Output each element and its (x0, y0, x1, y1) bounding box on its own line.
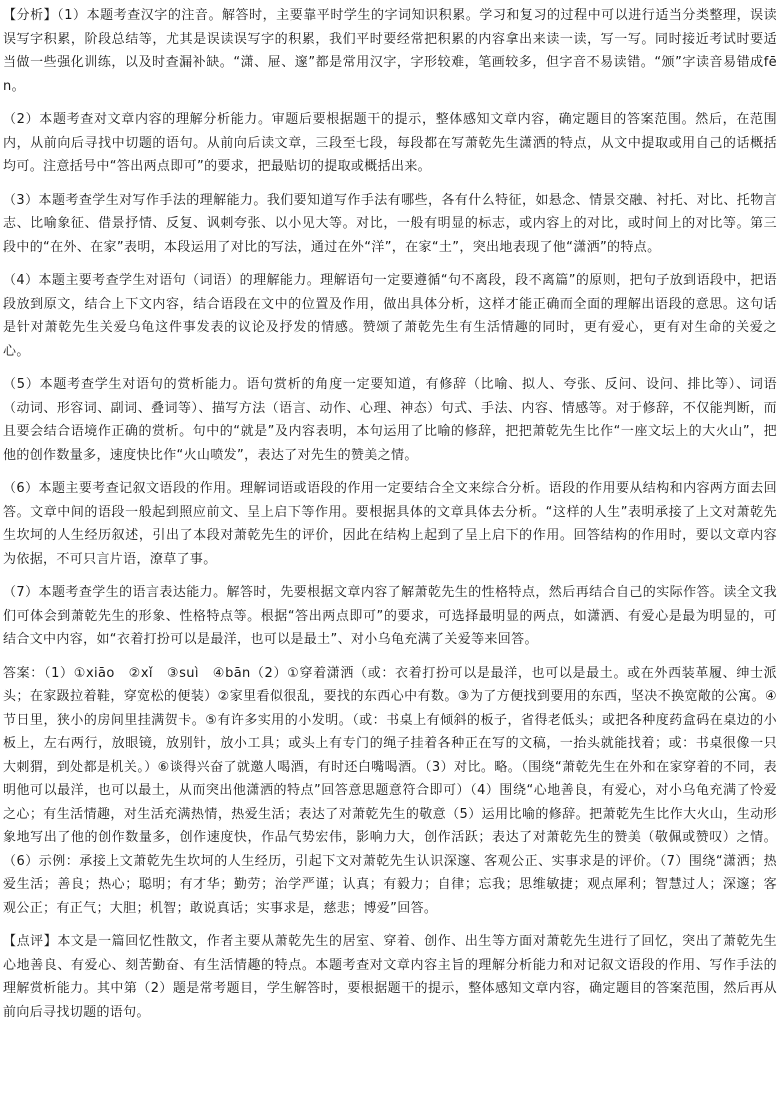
answer-paragraph (3, 662, 777, 921)
analysis-text-1: （1）本题考查汉字的注音。解答时，主要靠平时学生的字词知识积累。学习和复习的过程中可以进行适当分类整理，误读误写字积累，阶段总结等，尤其是误读误写字的积累，我们平时要经常把积累的内容拿出来读一读，写一写。同时接近考试时要适当做一些强化训练，以及时查漏补缺。“潇、屉、邃”都是常用汉字，字形较难，笔画较多，但字音不易读错。“颁”字读音易错成fēn。 (3, 8, 777, 94)
analysis-tag: 【分析】 (3, 8, 58, 23)
analysis-paragraph-1 (3, 4, 777, 98)
analysis-paragraph-4: （4）本题主要考查学生对语句（词语）的理解能力。理解语句一定要遵循“句不离段，段不离篇”的原则，把句子放到语段中，把语段放到原文，结合上下文内容，结合语段在文中的位置及作用，做出具体分析，这样才能正确而全面的理解出语段的意思。这句话是针对萧乾先生关爱乌龟这件事发表的议论及抒发的情感。赞颂了萧乾先生有生活情趣的同时，更有爱心，更有对生命的关爱之心。 (3, 273, 777, 359)
comment-text: 本文是一篇回忆性散文，作者主要从萧乾先生的居室、穿着、创作、出生等方面对萧乾先生进行了回忆，突出了萧乾先生心地善良、有爱心、刻苦勤奋、有生活情趣的特点。本题考查对文章内容主旨的理解分析能力和对记叙文语段的作用、写作手法的理解赏析能力。其中第（2）题是常考题目，学生解答时，要根据题干的提示，整体感知文章内容，确定题目的答案范围，然后再从前向后寻找切题的语句。 (3, 934, 777, 1020)
answer-text: （1）①xiāo ②xǐ ③suì ④bān（2）①穿着潇洒（或：衣着打扮可以是最洋，也可以是最土。或在外西装革履、绅士派头；在家趿拉着鞋，穿宽松的便装）②家里看似很乱，要找的东西心中有数。③为了方便找到要用的东西，坚决不换宽敞的公寓。④节日里，狭小的房间里挂满贺卡。⑤有许多实用的小发明。（或：书桌上有倾斜的板子，省得老低头；或把各种度药盒码在桌边的小板上，左右两行，放眼镜，放别针，放小工具；或头上有专门的绳子挂着各种正在写的文稿，一抬头就能找着；或：书桌很像一只大刺猬，到处都是机关。）⑥谈得兴奋了就邀人喝酒，有时还白嘴喝酒。（3）对比。略。（围绕“萧乾先生在外和在家穿着的不同，表明他可以最洋，也可以最土，从而突出他潇洒的特点”回答意思题意符合即可）（4）围绕“心地善良，有爱心，对小乌龟充满了怜爱之心；有生活情趣，对生活充满热情，热爱生活；表达了对萧乾先生的敬意（5）运用比喻的修辞。把萧乾先生比作大火山，生动形象地写出了他的创作数量多，创作速度快，作品气势宏伟，影响力大，创作活跃；表达了对萧乾先生的赞美（敬佩或赞叹）之情。（6）示例：承接上文萧乾先生坎坷的人生经历，引起下文对萧乾先生认识深邃、客观公正、实事求是的评价。（7）围绕“潇洒；热爱生活；善良；热心；聪明；有才华；勤劳；治学严谨；认真；有毅力；自律；忘我；思维敏捷；观点犀利；智慧过人；深邃；客观公正；有正气；大胆；机智；敢说真话；实事求是，慈悲；博爱”回答。 (3, 665, 777, 916)
analysis-paragraph-7: （7）本题考查学生的语言表达能力。解答时，先要根据文章内容了解萧乾先生的性格特点，然后再结合自己的实际作答。读全文我们可体会到萧乾先生的形象、性格特点等。根据“答出两点即可”的要求，可选择最明显的两点，如潇洒、有爱心是最为明显的，可结合文中内容，如“衣着打扮可以是最洋，也可以是最土”、对小乌龟充满了关爱等来回答。 (3, 585, 777, 647)
analysis-paragraph-2: （2）本题考查对文章内容的理解分析能力。审题后要根据题干的提示，整体感知文章内容，确定题目的答案范围。然后，在范围内，从前向后寻找中切题的语句。从前向后读文章，三段至七段，每段都在写萧乾先生潇洒的特点，从文中提取或用自己的话概括均可。注意括号中“答出两点即可”的要求，把最贴切的提取或概括出来。 (3, 112, 777, 174)
comment-tag: 【点评】 (3, 934, 58, 949)
analysis-paragraph-5: （5）本题考查学生对语句的赏析能力。语句赏析的角度一定要知道，有修辞（比喻、拟人、夸张、反问、设问、排比等）、词语（动词、形容词、副词、叠词等）、描写方法（语言、动作、心理、神态）句式、手法、内容、情感等。对于修辞，不仅能判断，而且要会结合语境作正确的赏析。句中的“就是”及内容表明，本句运用了比喻的修辞，把把萧乾先生比作“一座文坛上的大火山”，把他的创作数量多，速度快比作“火山喷发”，表达了对先生的赞美之情。 (3, 377, 777, 463)
analysis-paragraph-6: （6）本题主要考查记叙文语段的作用。理解词语或语段的作用一定要结合全文来综合分析。语段的作用要从结构和内容两方面去回答。文章中间的语段一般起到照应前文、呈上启下等作用。要根据具体的文章具体去分析。“这样的人生”表明承接了上文对萧乾先生坎坷的人生经历叙述，引出了本段对萧乾先生的评价，因此在结构上起到了呈上启下的作用。回答结构的作用时，要以文章内容为依据，不可只言片语，潦草了事。 (3, 481, 777, 567)
comment-paragraph (3, 930, 777, 1024)
analysis-paragraph-3: （3）本题考查学生对写作手法的理解能力。我们要知道写作手法有哪些，各有什么特征，如悬念、情景交融、衬托、对比、托物言志、比喻象征、借景抒情、反复、讽刺夸张、以小见大等。对比，一般有明显的标志，或内容上的对比，或时间上的对比等。第三段中的“在外、在家”表明，本段运用了对比的写法，通过在外“洋”，在家“土”，突出地表现了他“潇洒”的特点。 (3, 192, 777, 255)
answer-label: 答案： (3, 665, 44, 681)
